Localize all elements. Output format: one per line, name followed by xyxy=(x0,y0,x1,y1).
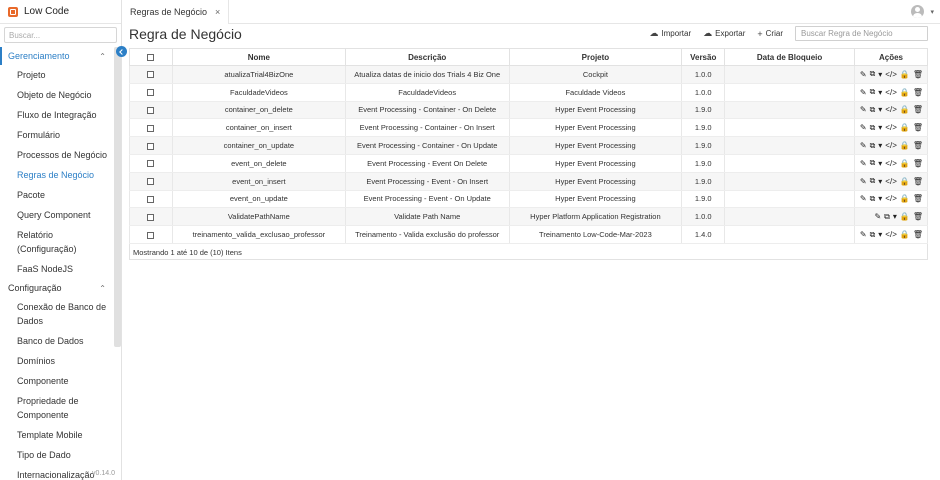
lock-icon[interactable]: 🔒 xyxy=(899,176,910,186)
delete-icon[interactable]: 🗑 xyxy=(912,230,923,240)
cell-descricao: Event Processing - Event On Delete xyxy=(345,154,509,172)
copy-icon[interactable]: ⧉ xyxy=(884,211,890,221)
sidebar-item[interactable]: Internacionalização xyxy=(17,470,95,480)
col-versao[interactable]: Versão xyxy=(682,49,725,66)
cell-descricao: Atualiza datas de inicio dos Trials 4 Biz One xyxy=(345,66,509,84)
table-row[interactable] xyxy=(130,119,928,137)
code-icon[interactable]: </> xyxy=(885,176,897,186)
cell-nome: container_on_insert xyxy=(172,119,345,137)
cell-projeto: Faculdade Videos xyxy=(509,83,682,101)
cell-acoes xyxy=(854,226,927,244)
row-checkbox[interactable] xyxy=(147,160,154,167)
cell-versao: 1.0.0 xyxy=(682,83,725,101)
sidebar-nav xyxy=(0,47,114,480)
col-descricao[interactable]: Descrição xyxy=(345,49,509,66)
row-checkbox[interactable] xyxy=(147,125,154,132)
cell-descricao: Event Processing - Container - On Delete xyxy=(345,101,509,119)
copy-icon[interactable]: ⧉ xyxy=(869,69,876,79)
chevron-down-icon[interactable]: ▾ xyxy=(878,176,883,186)
edit-icon[interactable]: ✎ xyxy=(874,212,882,222)
chevron-up-icon: ⌃ xyxy=(99,283,106,293)
cell-bloqueio xyxy=(725,137,855,155)
edit-icon[interactable]: ✎ xyxy=(859,141,867,151)
delete-icon[interactable]: 🗑 xyxy=(912,212,923,222)
sidebar xyxy=(0,0,122,480)
cell-nome: event_on_update xyxy=(172,190,345,208)
lock-icon[interactable]: 🔒 xyxy=(899,69,910,79)
edit-icon[interactable]: ✎ xyxy=(859,69,867,79)
code-icon[interactable]: </> xyxy=(885,194,897,204)
cell-descricao: Treinamento - Valida exclusão do professor xyxy=(345,226,509,244)
cell-versao: 1.9.0 xyxy=(682,172,725,190)
sidebar-scrollbar[interactable] xyxy=(114,47,121,347)
create-button[interactable] xyxy=(757,29,783,39)
sidebar-item[interactable]: Pacote xyxy=(17,190,46,200)
copy-icon[interactable]: ⧉ xyxy=(869,104,876,114)
col-nome[interactable]: Nome xyxy=(172,49,345,66)
row-checkbox[interactable] xyxy=(147,178,154,185)
row-select-cell xyxy=(130,226,173,244)
cell-projeto: Hyper Event Processing xyxy=(509,137,682,155)
sidebar-search-input[interactable] xyxy=(4,27,117,43)
delete-icon[interactable]: 🗑 xyxy=(912,69,923,79)
import-label: Importar xyxy=(661,29,692,38)
cell-versao: 1.9.0 xyxy=(682,154,725,172)
col-data-bloqueio[interactable]: Data de Bloqueio xyxy=(725,49,855,66)
avatar[interactable] xyxy=(911,5,924,18)
lock-icon[interactable]: 🔒 xyxy=(899,87,910,97)
table-row[interactable] xyxy=(130,137,928,155)
cell-versao: 1.9.0 xyxy=(682,137,725,155)
table-row[interactable] xyxy=(130,154,928,172)
row-checkbox[interactable] xyxy=(147,214,154,221)
table-row[interactable] xyxy=(130,83,928,101)
edit-icon[interactable]: ✎ xyxy=(859,105,867,115)
cell-nome: event_on_delete xyxy=(172,154,345,172)
code-icon[interactable]: </> xyxy=(885,87,897,97)
cell-nome: container_on_update xyxy=(172,137,345,155)
cell-nome: event_on_insert xyxy=(172,172,345,190)
sidebar-item[interactable]: Fluxo de Integração xyxy=(17,110,97,120)
copy-icon[interactable]: ⧉ xyxy=(869,87,876,97)
delete-icon[interactable]: 🗑 xyxy=(912,176,923,186)
row-checkbox[interactable] xyxy=(147,107,154,114)
row-checkbox[interactable] xyxy=(147,143,154,150)
cell-acoes xyxy=(854,190,927,208)
cloud-download-icon: ☁ xyxy=(703,28,713,38)
sidebar-section-0[interactable] xyxy=(0,47,114,65)
code-icon[interactable]: </> xyxy=(885,123,897,133)
table-footer: Mostrando 1 até 10 de (10) Itens xyxy=(129,244,928,260)
row-checkbox[interactable] xyxy=(147,232,154,239)
cell-bloqueio xyxy=(725,154,855,172)
sidebar-section-label: Gerenciamento xyxy=(8,51,70,61)
cell-nome: FaculdadeVideos xyxy=(172,83,345,101)
code-icon[interactable]: </> xyxy=(885,230,897,240)
lock-icon[interactable]: 🔒 xyxy=(899,194,910,204)
table-row[interactable] xyxy=(130,190,928,208)
chevron-down-icon[interactable]: ▾ xyxy=(878,158,883,168)
tab-label: Regras de Negócio xyxy=(130,7,208,17)
table-row[interactable] xyxy=(130,208,928,226)
business-rules-table xyxy=(129,48,928,244)
delete-icon[interactable]: 🗑 xyxy=(912,141,923,151)
delete-icon[interactable]: 🗑 xyxy=(912,123,923,133)
table-row[interactable] xyxy=(130,226,928,244)
cell-bloqueio xyxy=(725,208,855,226)
table-body xyxy=(130,66,928,244)
chevron-up-icon: ⌃ xyxy=(99,51,106,61)
select-all-checkbox[interactable] xyxy=(147,54,154,61)
copy-icon[interactable]: ⧉ xyxy=(869,176,876,186)
table-row[interactable] xyxy=(130,66,928,84)
sidebar-section-1[interactable] xyxy=(0,279,114,297)
cell-bloqueio xyxy=(725,66,855,84)
cell-bloqueio xyxy=(725,190,855,208)
cell-nome: container_on_delete xyxy=(172,101,345,119)
cell-versao: 1.9.0 xyxy=(682,101,725,119)
code-icon[interactable]: </> xyxy=(885,69,897,79)
cell-projeto: Cockpit xyxy=(509,66,682,84)
row-checkbox[interactable] xyxy=(147,196,154,203)
toolbar xyxy=(649,26,928,41)
cell-descricao: Validate Path Name xyxy=(345,208,509,226)
sidebar-item[interactable]: Objeto de Negócio xyxy=(17,90,92,100)
cell-bloqueio xyxy=(725,101,855,119)
cell-acoes xyxy=(854,66,927,84)
import-button[interactable] xyxy=(649,28,691,39)
cell-projeto: Hyper Event Processing xyxy=(509,190,682,208)
edit-icon[interactable]: ✎ xyxy=(859,158,867,168)
cell-bloqueio xyxy=(725,83,855,101)
tab-regras-de-negocio[interactable] xyxy=(122,0,229,24)
lock-icon[interactable]: 🔒 xyxy=(899,105,910,115)
chevron-down-icon[interactable]: ▾ xyxy=(878,230,883,240)
delete-icon[interactable]: 🗑 xyxy=(912,158,923,168)
cell-acoes xyxy=(854,101,927,119)
lock-icon[interactable]: 🔒 xyxy=(899,123,910,133)
cell-versao: 1.0.0 xyxy=(682,66,725,84)
copy-icon[interactable]: ⧉ xyxy=(869,229,876,239)
sidebar-item[interactable]: Domínios xyxy=(17,356,56,366)
sidebar-item[interactable]: Conexão de Banco de Dados xyxy=(17,302,107,326)
row-select-cell xyxy=(130,119,173,137)
edit-icon[interactable]: ✎ xyxy=(859,176,867,186)
row-select-cell xyxy=(130,190,173,208)
cell-bloqueio xyxy=(725,172,855,190)
cell-acoes xyxy=(854,137,927,155)
row-select-cell xyxy=(130,83,173,101)
sidebar-item[interactable]: Componente xyxy=(17,376,69,386)
cell-projeto: Hyper Event Processing xyxy=(509,154,682,172)
copy-icon[interactable]: ⧉ xyxy=(869,158,876,168)
cell-versao: 1.9.0 xyxy=(682,190,725,208)
code-icon[interactable]: </> xyxy=(885,158,897,168)
cell-descricao: FaculdadeVideos xyxy=(345,83,509,101)
row-select-cell xyxy=(130,208,173,226)
cell-nome: atualizaTrial4BizOne xyxy=(172,66,345,84)
cell-projeto: Hyper Platform Application Registration xyxy=(509,208,682,226)
logo-icon xyxy=(8,7,18,17)
sidebar-item[interactable]: Regras de Negócio xyxy=(17,170,95,180)
cell-versao: 1.4.0 xyxy=(682,226,725,244)
chevron-down-icon[interactable]: ▾ xyxy=(930,9,934,16)
sidebar-item[interactable]: Query Component xyxy=(17,210,91,220)
sidebar-item[interactable]: Tipo de Dado xyxy=(17,450,71,460)
row-select-cell xyxy=(130,137,173,155)
sidebar-item[interactable]: Propriedade de Componente xyxy=(17,396,79,420)
chevron-down-icon[interactable]: ▾ xyxy=(892,212,897,222)
row-checkbox[interactable] xyxy=(147,89,154,96)
cell-projeto: Hyper Event Processing xyxy=(509,101,682,119)
chevron-down-icon[interactable]: ▾ xyxy=(878,194,883,204)
app-version: v0.14.0 xyxy=(92,470,115,477)
edit-icon[interactable]: ✎ xyxy=(859,194,867,204)
col-projeto[interactable]: Projeto xyxy=(509,49,682,66)
sidebar-item[interactable]: Relatório (Configuração) xyxy=(17,230,77,254)
row-select-cell xyxy=(130,66,173,84)
plus-icon: + xyxy=(757,28,763,39)
cell-descricao: Event Processing - Container - On Insert xyxy=(345,119,509,137)
chevron-down-icon[interactable]: ▾ xyxy=(878,69,883,79)
lock-icon[interactable]: 🔒 xyxy=(899,230,910,240)
sidebar-item[interactable]: Formulário xyxy=(17,130,61,140)
cell-acoes xyxy=(854,119,927,137)
collapse-sidebar-button[interactable] xyxy=(116,46,127,57)
cell-bloqueio xyxy=(725,119,855,137)
sidebar-section-label: Configuração xyxy=(8,283,62,293)
chevron-down-icon[interactable]: ▾ xyxy=(878,123,883,133)
select-all-cell xyxy=(130,49,173,66)
delete-icon[interactable]: 🗑 xyxy=(912,194,923,204)
search-input[interactable] xyxy=(795,26,928,41)
cell-nome: ValidatePathName xyxy=(172,208,345,226)
sidebar-item[interactable]: Projeto xyxy=(17,70,46,80)
copy-icon[interactable]: ⧉ xyxy=(869,140,876,150)
top-bar xyxy=(122,0,940,24)
cell-nome: treinamento_valida_exclusao_professor xyxy=(172,226,345,244)
code-icon[interactable]: </> xyxy=(885,141,897,151)
cell-projeto: Hyper Event Processing xyxy=(509,172,682,190)
table-header xyxy=(130,49,928,66)
create-label: Criar xyxy=(765,29,783,38)
cell-versao: 1.9.0 xyxy=(682,119,725,137)
cell-acoes xyxy=(854,172,927,190)
table-row[interactable] xyxy=(130,172,928,190)
sidebar-item[interactable]: Banco de Dados xyxy=(17,336,84,346)
col-acoes: Ações xyxy=(854,49,927,66)
brand[interactable] xyxy=(0,0,121,24)
export-button[interactable] xyxy=(703,28,745,39)
copy-icon[interactable]: ⧉ xyxy=(869,193,876,203)
cell-projeto: Hyper Event Processing xyxy=(509,119,682,137)
sidebar-item[interactable]: FaaS NodeJS xyxy=(17,264,74,274)
page-title: Regra de Negócio xyxy=(129,26,242,42)
sidebar-item[interactable]: Template Mobile xyxy=(17,430,83,440)
chevron-down-icon[interactable]: ▾ xyxy=(878,87,883,97)
lock-icon[interactable]: 🔒 xyxy=(899,212,910,222)
edit-icon[interactable]: ✎ xyxy=(859,87,867,97)
delete-icon[interactable]: 🗑 xyxy=(912,105,923,115)
row-select-cell xyxy=(130,154,173,172)
cell-acoes xyxy=(854,208,927,226)
cell-acoes xyxy=(854,154,927,172)
sidebar-item[interactable]: Processos de Negócio xyxy=(17,150,108,160)
edit-icon[interactable]: ✎ xyxy=(859,230,867,240)
row-select-cell xyxy=(130,101,173,119)
code-icon[interactable]: </> xyxy=(885,105,897,115)
chevron-down-icon[interactable]: ▾ xyxy=(878,141,883,151)
lock-icon[interactable]: 🔒 xyxy=(899,141,910,151)
export-label: Exportar xyxy=(715,29,746,38)
close-icon[interactable]: × xyxy=(215,7,221,17)
copy-icon[interactable]: ⧉ xyxy=(869,122,876,132)
delete-icon[interactable]: 🗑 xyxy=(912,87,923,97)
chevron-down-icon[interactable]: ▾ xyxy=(878,105,883,115)
cell-descricao: Event Processing - Event - On Insert xyxy=(345,172,509,190)
lock-icon[interactable]: 🔒 xyxy=(899,158,910,168)
cell-descricao: Event Processing - Container - On Update xyxy=(345,137,509,155)
table-row[interactable] xyxy=(130,101,928,119)
cell-projeto: Treinamento Low-Code-Mar-2023 xyxy=(509,226,682,244)
row-select-cell xyxy=(130,172,173,190)
cell-versao: 1.0.0 xyxy=(682,208,725,226)
cloud-upload-icon: ☁ xyxy=(649,28,659,38)
cell-descricao: Event Processing - Event - On Update xyxy=(345,190,509,208)
edit-icon[interactable]: ✎ xyxy=(859,123,867,133)
row-checkbox[interactable] xyxy=(147,71,154,78)
main-content xyxy=(129,24,928,260)
cell-acoes xyxy=(854,83,927,101)
app-name: Low Code xyxy=(24,6,70,17)
cell-bloqueio xyxy=(725,226,855,244)
